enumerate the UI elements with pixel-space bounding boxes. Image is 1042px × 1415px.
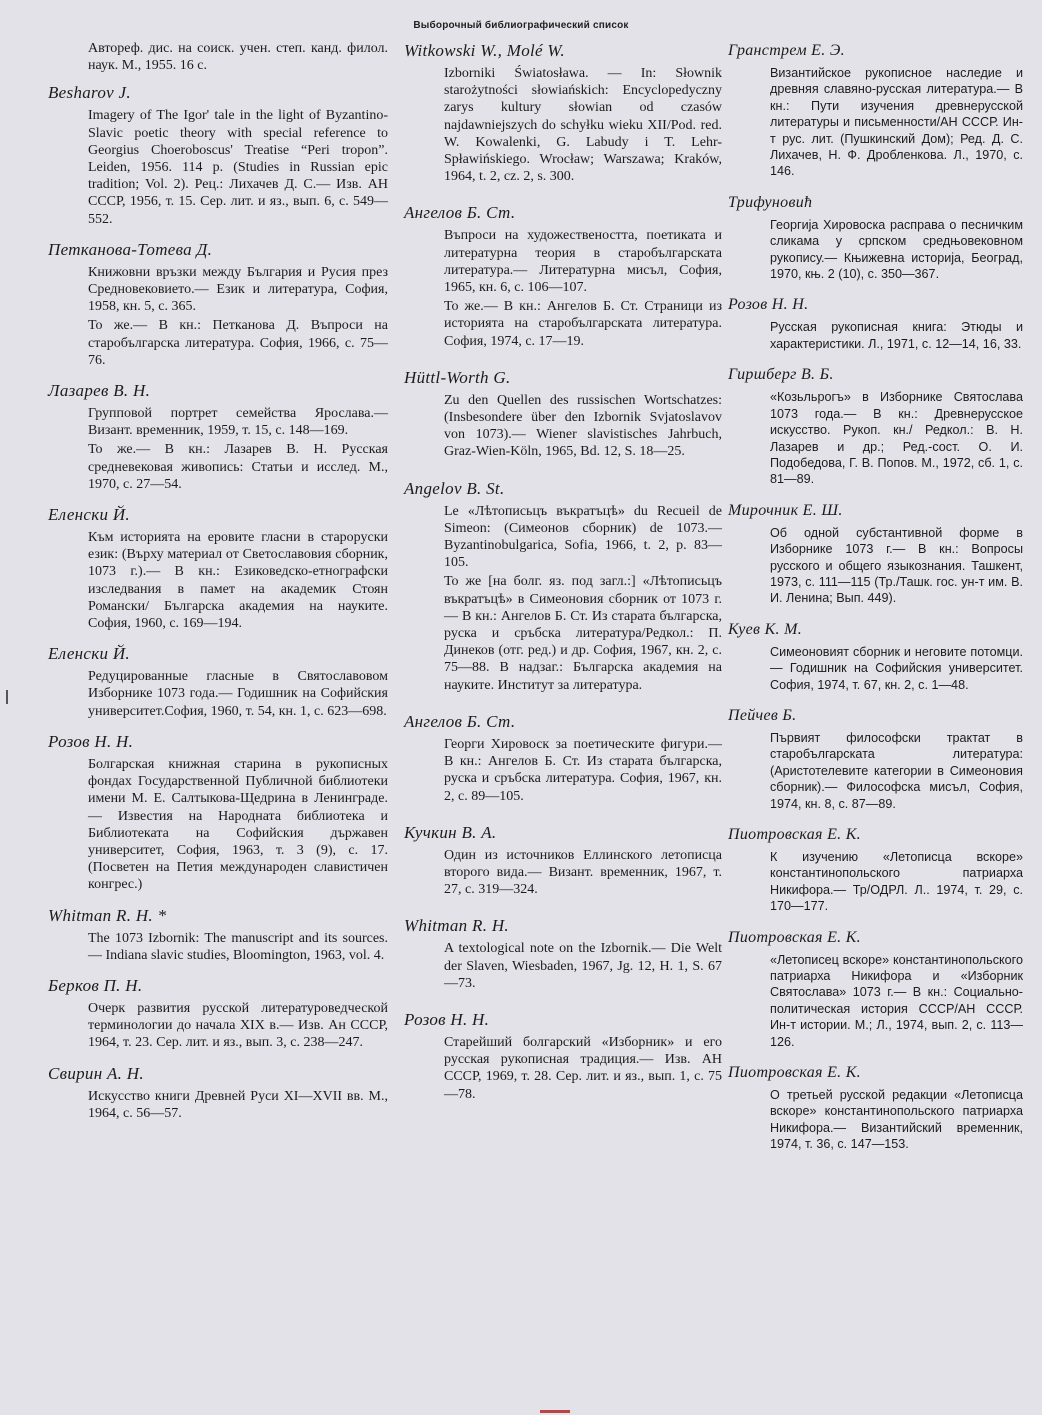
bibliography-entry — [728, 192, 1023, 283]
entry-author: Ангелов Б. Ст. — [404, 711, 516, 731]
entry-citation: Очерк развития русской литературоведческой терминологии до начала XIX в.— Изв. Ан СССР, 1964, т. 23. Сер. лит. и яз., вып. 3, с. 238—247. — [88, 1000, 388, 1051]
entry-author: Ангелов Б. Ст. — [404, 203, 516, 223]
entry-author: Whitman R. H. * — [48, 905, 167, 925]
entry-citation: О третьей русской редакции «Летописца вскоре» константинопольского патриарха Никифора.— Византийский временник, 1974, т. 36, с. 147—153. — [770, 1088, 1023, 1152]
entry-author: Гранстрем Е. Э. — [728, 42, 845, 59]
bibliography-entry — [48, 82, 388, 227]
bibliography-entry — [48, 1063, 388, 1122]
page-header: Выборочный библиографический список — [413, 20, 629, 31]
entry-author: Берков П. Н. — [48, 975, 143, 995]
entry-author: Hüttl-Worth G. — [404, 367, 511, 387]
bibliography-entry — [48, 731, 388, 894]
entry-citation: Le «Лѣтописьцъ въкратъцѣ» du Recueil de Simeon: (Симеонов сборник) de 1073.— Byzantinobulgarica, Sofia, 1966, t. 2, p. 83—105. — [444, 503, 722, 571]
entry-citation: Один из источников Еллинского летописца второго вида.— Визант. временник, 1967, т. 27, с. 319—324. — [444, 847, 722, 898]
bibliography-entry — [48, 905, 388, 964]
entry-citation: Симеоновият сборник и неговите потомци.— Годишник на Софийския университет. София, 1974, т. 67, кн. 2, с. 1—48. — [770, 644, 1023, 692]
entry-citation: Към историята на еровите гласни в староруски език: (Върху материал от Светославовия сборник, 1073 г.).— В кн.: Езиковедско-етнографски изследвания в памет на академик Стоян Романски/ Българска академия на науките. София, 1960, с. 169—194. — [88, 530, 388, 632]
entry-author: Еленски Й. — [48, 644, 130, 664]
bibliography-entry — [404, 711, 722, 805]
entry-citation: Редуцированные гласные в Святославовом Изборнике 1073 года.— Годишник на Софийския университет.София, 1960, т. 54, кн. 1, с. 623—698. — [88, 669, 388, 719]
bibliography-entry — [728, 619, 1023, 693]
entry-citation: Георгија Хировоска расправа о песничким сликама у српском средњовековном рукопису.— Књижевна историја, Београд, 1970, књ. 2 (10), с. 350—367. — [770, 217, 1023, 282]
entry-citation: A textological note on the Izbornik.— Die Welt der Slaven, Wiesbaden, 1967, Jg. 12, H. 1, S. 67—73. — [444, 941, 722, 991]
entry-author: Розов Н. Н. — [728, 296, 809, 314]
bibliography-entry — [404, 40, 722, 185]
entry-citation: Книжовни връзки между България и Русия през Средновековието.— Език и литература, София, 1958, кн. 5, с. 365. — [88, 264, 388, 315]
entry-citation: The 1073 Izbornik: The manuscript and its sources.— Indiana slavic studies, Bloomington, 1963, vol. 4. — [88, 930, 388, 963]
bibliography-entry — [48, 239, 388, 369]
entry-author: Трифуновић — [728, 193, 813, 211]
entry-author: Angelov B. St. — [404, 478, 505, 498]
entry-citation: Об одной субстантивной форме в Изборнике 1073 г.— В кн.: Вопросы русского и общего языкознания. Ташкент, 1973, с. 111—115 (Тр./Ташк. гос. ун-т им. В. И. Ленина; Вып. 449). — [770, 525, 1023, 606]
entry-citation: Русская рукописная книга: Этюды и характеристики. Л., 1971, с. 12—14, 16, 33. — [770, 320, 1023, 351]
entry-citation: Въпроси на художествеността, поетиката и литературна теория в старобългарската литература.— Литературна мисъл, София, 1965, кн. 6, с. 106—107. — [444, 228, 722, 296]
bibliography-entry — [48, 504, 388, 632]
bibliography-entry — [404, 915, 722, 992]
bibliography-entry — [48, 643, 388, 720]
entry-citation: «Козьльрогъ» в Изборнике Святослава 1073 года.— В кн.: Древнерусское искусство. Рукоп. кн./ Редкол.: В. Н. Лазарев и др.; Ред.-сост. О. И. Подобедова, Г. В. Попов. М., 1972, сб. 1, с. 81—89. — [770, 390, 1023, 487]
entry-author: Witkowski W., Molé W. — [404, 41, 565, 60]
bibliography-entry — [404, 367, 722, 461]
entry-citation: Izborniki Światosława. — In: Słownik starożytności słowiańskich: Encyclopedyczny zarys kultury słowian od czasów najdawniejszych do schyłku wieku XII/Pod. red. W. Kowalenki, G. Labudy i T. Lehr-Spławińskiego. Wrocław; Warszawa; Kraków, 1964, t. 2, cz. 2, s. 300. — [444, 66, 722, 185]
bibliography-entry — [728, 40, 1023, 180]
edge-mark — [6, 690, 8, 704]
entry-author: Besharov J. — [48, 83, 131, 103]
entry-citation: К изучению «Летописца вскоре» константинопольского патриарха Никифора.— Тр/ОДРЛ. Л.. 1974, т. 29, с. 170—177. — [770, 850, 1023, 914]
entry-author: Петканова-Тотева Д. — [48, 239, 213, 259]
entry-author: Мирочник Е. Ш. — [728, 501, 843, 519]
column-2 — [404, 40, 722, 1103]
entry-author: Гиршберг В. Б. — [728, 366, 834, 384]
entry-author: Пиотровская Е. К. — [728, 826, 861, 843]
entry-author: Розов Н. Н. — [404, 1009, 490, 1029]
entry-author: Пейчев Б. — [728, 706, 797, 724]
bibliography-entry — [404, 822, 722, 899]
column-lead-text: Автореф. дис. на соиск. учен. степ. канд. филол. наук. М., 1955. 16 с. — [88, 41, 388, 74]
entry-citation: То же.— В кн.: Ангелов Б. Ст. Страници из историята на старобългарската литература. София, 1974, с. 17—19. — [444, 299, 722, 349]
bibliography-entry — [728, 824, 1023, 915]
entry-author: Куев К. М. — [728, 620, 803, 638]
entry-citation: Искусство книги Древней Руси XI—XVII вв. М., 1964, с. 56—57. — [88, 1088, 388, 1121]
entry-author: Лазарев В. Н. — [48, 381, 151, 401]
column-1 — [48, 40, 388, 1122]
bottom-mark — [540, 1410, 570, 1413]
bibliography-entry — [728, 705, 1023, 812]
entry-citation: Първият философски трактат в старобългарската литература: (Аристотелевите категории в Симеоновия сборник).— Философска мисъл, София, 1974, кн. 8, с. 87—89. — [770, 730, 1023, 811]
entry-citation: То же.— В кн.: Лазарев В. Н. Русская средневековая живопись: Статьи и исслед. М., 1970, с. 27—54. — [88, 442, 388, 492]
entry-author: Розов Н. Н. — [48, 731, 134, 751]
bibliography-entry — [404, 1009, 722, 1103]
bibliography-entry — [48, 380, 388, 493]
entry-author: Whitman R. H. — [404, 916, 509, 936]
entry-author: Еленски Й. — [48, 505, 130, 525]
entry-citation: Георги Хировоск за поетическите фигури.— В кн.: Ангелов Б. Ст. Из старата българска, руска и сръбска литература. София, 1967, кн. 2, с. 89—105. — [444, 736, 722, 804]
entry-author: Свирин А. Н. — [48, 1063, 144, 1083]
entry-citation: Групповой портрет семейства Ярослава.— Визант. временник, 1959, т. 15, с. 148—169. — [88, 406, 388, 439]
entry-citation: Византийское рукописное наследие и древняя славяно-русская литература.— В кн.: Пути изучения древнерусской литературы и письменности/АН СССР. Ин-т рус. лит. (Пушкинский Дом); Ред. Д. С. Лихачев, Н. Ф. Дробленкова. Л., 1970, с. 146. — [770, 66, 1023, 179]
entry-citation: «Летописец вскоре» константинопольского патриарха Никифора и «Изборник Святослава» 1073 г.— В кн.: Социально-политическая история СССР/АН СССР. Ин-т истории. М.; Л., 1974, вып. 2, с. 113—126. — [770, 952, 1023, 1049]
entry-author: Пиотровская Е. К. — [728, 928, 861, 946]
entry-citation: То же.— В кн.: Петканова Д. Въпроси на старобългарска литература. София, 1966, с. 75—76. — [88, 318, 388, 368]
column-3 — [728, 40, 1023, 1153]
bibliography-entry — [728, 294, 1023, 352]
bibliography-entry — [404, 202, 722, 349]
bibliography-entry — [48, 975, 388, 1052]
entry-citation: Zu den Quellen des russischen Wortschatzes: (Insbesondere über den Izbornik Svjatoslavov von 1073).— Wiener slavistisches Jahrbuch, Graz-Wien-Köln, 1965, Bd. 12, S. 18—25. — [444, 392, 722, 460]
entry-citation: Старейший болгарский «Изборник» и его русская рукописная традиция.— Изв. АН СССР, 1969, т. 28. Сер. лит. и яз., вып. 1, с. 75—78. — [444, 1034, 722, 1102]
entry-citation: Болгарская книжная старина в рукописных фондах Государственной Публичной библиотеки имени М. Е. Салтыкова-Щедрина в Ленинграде.— Известия на Народната библиотека и Библиотеката на Софийския държавен университет, София, 1963, т. 3 (9), с. 17. (Посветен на Петия международен славистичен конгрес.) — [88, 756, 388, 893]
entry-citation: Imagery of The Igor' tale in the light of Byzantino-Slavic poetic theory with special reference to Georgius Choeroboscus' Treatise “Peri tropon”. Leiden, 1956. 114 p. (Studies in Russian epic tradition; Vol. 2). Рец.: Лихачев Д. С.— Изв. АН СССР, 1956, т. 15. Сер. лит. и яз., вып. 6, с. 549—552. — [88, 108, 388, 227]
entry-citation: То же [на болг. яз. под загл.:] «Лѣтописьцъ въкратъцѣ» в Симеоновия сборник от 1073 г.— В кн.: Ангелов Б. Ст. Из старата българска, руска и сръбска литература/Редкол.: П. Динеков (отг. ред.) и др. София, 1967, кн. 2, с. 75—88. В надзаг.: Българска академия на науките. Институт за литература. — [444, 574, 722, 693]
entry-author: Кучкин В. А. — [404, 822, 497, 842]
bibliography-entry — [404, 478, 722, 694]
bibliography-entry — [728, 1062, 1023, 1153]
bibliography-entry — [728, 927, 1023, 1050]
entry-author: Пиотровская Е. К. — [728, 1064, 861, 1082]
bibliography-entry — [728, 500, 1023, 607]
bibliography-entry — [728, 364, 1023, 487]
